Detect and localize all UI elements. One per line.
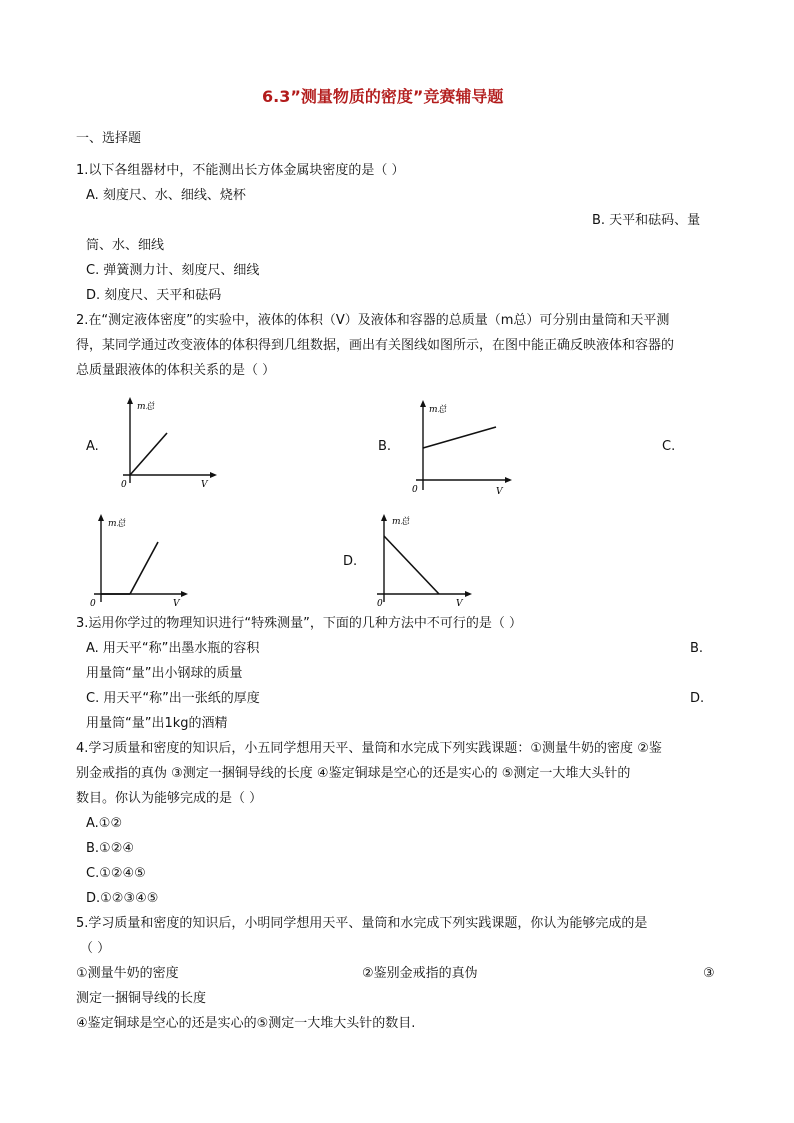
q3-option-a: A. 用天平“称”出墨水瓶的容积 [86, 641, 260, 656]
q1-option-b: B. 天平和砝码、量 [592, 213, 701, 228]
page-title: 6.3”测量物质的密度”竞赛辅导题 [262, 87, 504, 106]
svg-text:V: V [456, 599, 463, 609]
q3-option-b-label: B. [690, 641, 704, 656]
svg-text:V: V [201, 480, 208, 490]
svg-text:0: 0 [377, 599, 383, 609]
q1-option-d: D. 刻度尺、天平和砝码 [86, 288, 222, 303]
section-heading: 一、选择题 [76, 131, 142, 146]
q5-line-1: 5.学习质量和密度的知识后，小明同学想用天平、量筒和水完成下列实践课题，你认为能够完成的是 [76, 916, 648, 931]
q4-option-b: B.①②④ [86, 841, 135, 856]
svg-text:m总: m总 [429, 405, 447, 415]
q2-line-1: 2.在“测定液体密度”的实验中，液体的体积（V）及液体和容器的总质量（m总）可分别由量筒和天平测 [76, 313, 670, 328]
svg-text:m总: m总 [392, 517, 410, 527]
q4-line-2: 别金戒指的真伪 ③测定一捆铜导线的长度 ④鉴定铜球是空心的还是实心的 ⑤测定一大堆大头针的 [76, 766, 631, 781]
q4-option-d: D.①②③④⑤ [86, 891, 159, 906]
graph-d [372, 510, 482, 610]
svg-text:0: 0 [121, 480, 127, 490]
q4-line-1: 4.学习质量和密度的知识后，小五同学想用天平、量筒和水完成下列实践课题：①测量牛奶的密度 ②鉴 [76, 741, 662, 756]
q4-line-3: 数目。你认为能够完成的是（ ） [76, 791, 263, 806]
q5-last-line: ④鉴定铜球是空心的还是实心的⑤测定一大堆大头针的数目. [76, 1016, 416, 1031]
graph-c [86, 510, 196, 610]
graph-a-label: A. [86, 439, 99, 454]
q3-option-b: 用量筒“量”出小钢球的质量 [86, 666, 243, 681]
q4-option-c: C.①②④⑤ [86, 866, 146, 881]
graph-a [105, 395, 220, 490]
q3-stem: 3.运用你学过的物理知识进行“特殊测量”，下面的几种方法中不可行的是（ ） [76, 616, 523, 631]
q1-stem: 1.以下各组器材中，不能测出长方体金属块密度的是（ ） [76, 163, 405, 178]
q5-item-1: ①测量牛奶的密度 [76, 966, 179, 981]
q5-item-2: ②鉴别金戒指的真伪 [362, 966, 478, 981]
q1-option-b-cont: 筒、水、细线 [86, 238, 165, 253]
q3-option-d: 用量筒“量”出1kg的酒精 [86, 716, 228, 731]
svg-text:m总: m总 [137, 402, 155, 412]
svg-text:0: 0 [90, 599, 96, 609]
svg-text:V: V [496, 487, 503, 497]
graph-b-label: B. [378, 439, 392, 454]
q5-line-2: （ ） [80, 941, 111, 956]
q4-option-a: A.①② [86, 816, 123, 831]
svg-text:V: V [173, 599, 180, 609]
svg-text:0: 0 [412, 485, 418, 495]
q2-line-3: 总质量跟液体的体积关系的是（ ） [76, 363, 276, 378]
q5-item-3-mark: ③ [703, 966, 715, 981]
q2-line-2: 得，某同学通过改变液体的体积得到几组数据，画出有关图线如图所示，在图中能正确反映液体和容器的 [76, 338, 675, 353]
graph-b [404, 398, 519, 496]
graph-c-label: C. [662, 439, 676, 454]
q3-option-d-label: D. [690, 691, 705, 706]
svg-text:m总: m总 [108, 519, 126, 529]
q1-option-a: A. 刻度尺、水、细线、烧杯 [86, 188, 246, 203]
q3-option-c: C. 用天平“称”出一张纸的厚度 [86, 691, 260, 706]
graph-d-label: D. [343, 554, 358, 569]
q1-option-c: C. 弹簧测力计、刻度尺、细线 [86, 263, 260, 278]
q5-item-3: 测定一捆铜导线的长度 [76, 991, 207, 1006]
